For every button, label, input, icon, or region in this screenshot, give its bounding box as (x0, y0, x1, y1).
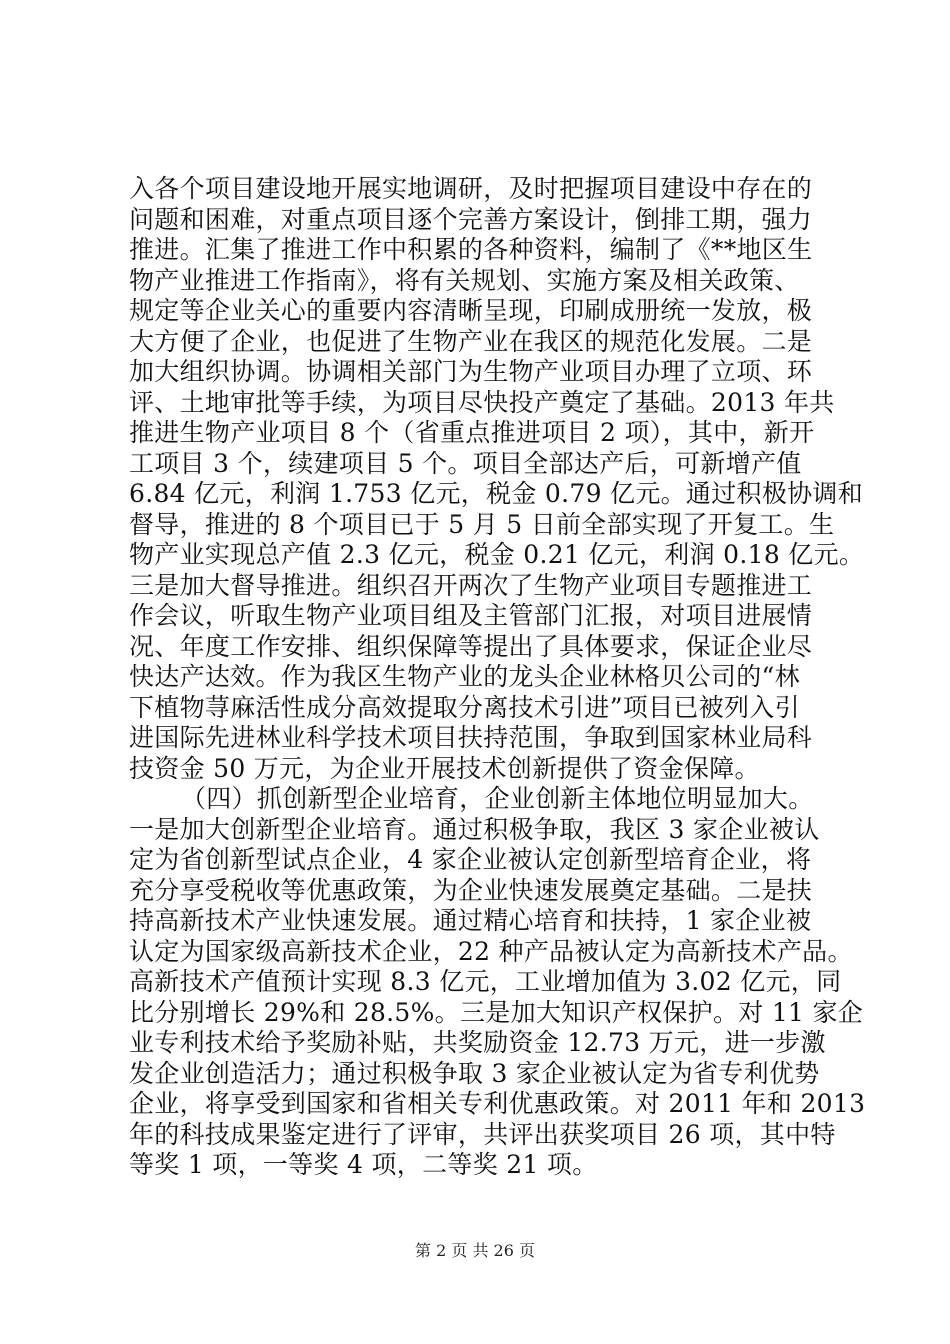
section-heading-line: （四）抓创新型企业培育，企业创新主体地位明显加大。 (181, 784, 814, 813)
text-line: 加大组织协调。协调相关部门为生物产业项目办理了立项、环 (129, 357, 813, 386)
text-line: 发企业创造活力；通过积极争取 3 家企业被认定为省专利优势 (129, 1058, 820, 1088)
text-line: 况、年度工作安排、组织保障等提出了具体要求，保证企业尽 (129, 631, 813, 661)
text-line: 业专利技术给予奖励补贴，共奖励资金 12.73 万元，进一步激 (129, 1028, 826, 1057)
body-text (129, 174, 866, 1181)
text-line: 快达产达效。作为我区生物产业的龙头企业林格贝公司的“林 (129, 662, 800, 691)
text-line: 规定等企业关心的重要内容清晰呈现，印刷成册统一发放，极 (129, 296, 813, 325)
text-line: 年的科技成果鉴定进行了评审，共评出获奖项目 26 项，其中特 (129, 1119, 836, 1149)
text-line: 工项目 3 个，续建项目 5 个。项目全部达产后，可新增产值 (129, 448, 802, 478)
text-line: 物产业推进工作指南》，将有关规划、实施方案及相关政策、 (129, 265, 800, 295)
text-line: 高新技术产值预计实现 8.3 亿元，工业增加值为 3.02 亿元，同 (129, 967, 842, 996)
text-line: 问题和困难，对重点项目逐个完善方案设计，倒排工期，强力 (129, 204, 813, 234)
page-number-footer: 第 2 页 共 26 页 (415, 1241, 535, 1260)
text-line: 三是加大督导推进。组织召开两次了生物产业项目专题推进工 (129, 570, 813, 600)
text-line: 持高新技术产业快速发展。通过精心培育和扶持，1 家企业被 (129, 906, 812, 935)
text-line: 督导，推进的 8 个项目已于 5 月 5 日前全部实现了开复工。生 (129, 509, 835, 539)
text-line: 物产业实现总产值 2.3 亿元，税金 0.21 亿元，利润 0.18 亿元。 (129, 540, 865, 569)
text-line: 大方便了企业，也促进了生物产业在我区的规范化发展。二是 (129, 326, 813, 356)
text-line: 入各个项目建设地开展实地调研，及时把握项目建设中存在的 (129, 174, 813, 203)
text-line: 推进。汇集了推进工作中积累的各种资料，编制了《**地区生 (129, 235, 813, 264)
text-line: 技资金 50 万元，为企业开展技术创新提供了资金保障。 (129, 753, 760, 783)
text-line: 推进生物产业项目 8 个（省重点推进项目 2 项），其中，新开 (129, 418, 815, 447)
text-line: 作会议，听取生物产业项目组及主管部门汇报，对项目进展情 (129, 601, 813, 630)
text-line: 认定为国家级高新技术企业，22 种产品被认定为高新技术产品。 (129, 936, 853, 966)
text-line: 企业，将享受到国家和省相关专利优惠政策。对 2011 年和 2013 (129, 1089, 866, 1118)
text-line: 定为省创新型试点企业，4 家企业被认定创新型培育企业，将 (129, 845, 812, 874)
text-line: 充分享受税收等优惠政策，为企业快速发展奠定基础。二是扶 (129, 875, 813, 905)
text-line: 等奖 1 项，一等奖 4 项，二等奖 21 项。 (129, 1150, 598, 1179)
text-line: 一是加大创新型企业培育。通过积极争取，我区 3 家企业被认 (129, 814, 820, 844)
text-line: 比分别增长 29%和 28.5%。三是加大知识产权保护。对 11 家企 (129, 997, 864, 1027)
text-line: 下植物荨麻活性成分高效提取分离技术引进”项目已被列入引 (129, 692, 800, 722)
text-line: 评、土地审批等手续，为项目尽快投产奠定了基础。2013 年共 (129, 387, 835, 417)
text-line: 进国际先进林业科学技术项目扶持范围，争取到国家林业局科 (129, 723, 813, 752)
text-line: 6.84 亿元，利润 1.753 亿元，税金 0.79 亿元。通过积极协调和 (129, 479, 864, 508)
